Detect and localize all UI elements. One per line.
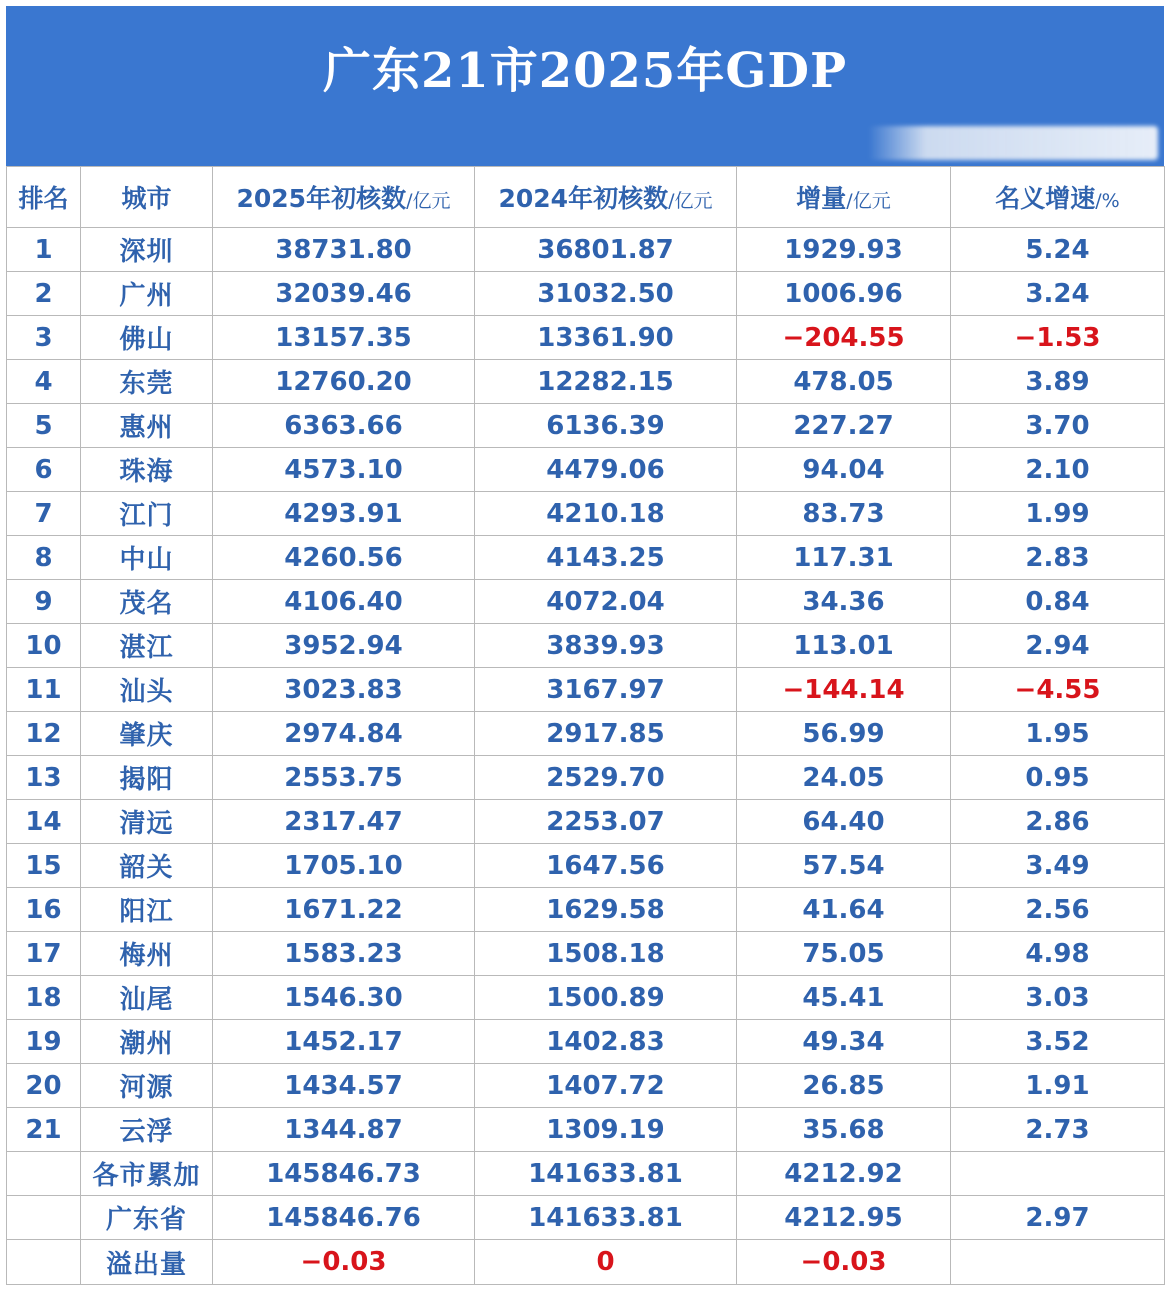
cell-increase: 26.85 xyxy=(737,1064,951,1108)
cell-growth: 2.97 xyxy=(951,1196,1165,1240)
cell-gdp2025: 1546.30 xyxy=(213,976,475,1020)
cell-increase: 117.31 xyxy=(737,536,951,580)
table-row xyxy=(7,492,1165,536)
table-row xyxy=(7,1152,1165,1196)
cell-increase: −0.03 xyxy=(737,1240,951,1285)
cell-city: 梅州 xyxy=(81,932,213,976)
table-row xyxy=(7,800,1165,844)
cell-gdp2025: −0.03 xyxy=(213,1240,475,1285)
table-row xyxy=(7,844,1165,888)
cell-gdp2024: 4072.04 xyxy=(475,580,737,624)
cell-increase: −144.14 xyxy=(737,668,951,712)
cell-rank: 17 xyxy=(7,932,81,976)
cell-rank: 16 xyxy=(7,888,81,932)
header-increase xyxy=(737,167,951,228)
table-row xyxy=(7,360,1165,404)
cell-gdp2024: 4143.25 xyxy=(475,536,737,580)
cell-increase: 478.05 xyxy=(737,360,951,404)
cell-gdp2025: 1452.17 xyxy=(213,1020,475,1064)
cell-gdp2024: 36801.87 xyxy=(475,228,737,272)
header-gdp2025 xyxy=(213,167,475,228)
cell-growth: 2.86 xyxy=(951,800,1165,844)
cell-rank xyxy=(7,1152,81,1196)
cell-rank: 14 xyxy=(7,800,81,844)
cell-increase: 45.41 xyxy=(737,976,951,1020)
cell-city: 汕尾 xyxy=(81,976,213,1020)
cell-growth: 3.52 xyxy=(951,1020,1165,1064)
table-row xyxy=(7,316,1165,360)
cell-growth: 3.70 xyxy=(951,404,1165,448)
header-row xyxy=(7,167,1165,228)
cell-city: 清远 xyxy=(81,800,213,844)
table-row xyxy=(7,888,1165,932)
cell-rank: 21 xyxy=(7,1108,81,1152)
cell-rank: 15 xyxy=(7,844,81,888)
cell-rank: 2 xyxy=(7,272,81,316)
cell-city: 阳江 xyxy=(81,888,213,932)
header-increase-label: 增量 xyxy=(796,184,847,213)
cell-city: 深圳 xyxy=(81,228,213,272)
table-row xyxy=(7,1064,1165,1108)
cell-gdp2025: 4260.56 xyxy=(213,536,475,580)
cell-city: 珠海 xyxy=(81,448,213,492)
cell-city: 惠州 xyxy=(81,404,213,448)
cell-rank xyxy=(7,1240,81,1285)
cell-gdp2025: 1344.87 xyxy=(213,1108,475,1152)
gdp-table xyxy=(6,166,1165,1285)
cell-gdp2025: 12760.20 xyxy=(213,360,475,404)
cell-increase: 83.73 xyxy=(737,492,951,536)
cell-gdp2025: 3023.83 xyxy=(213,668,475,712)
cell-gdp2024: 3839.93 xyxy=(475,624,737,668)
cell-city: 韶关 xyxy=(81,844,213,888)
table-row xyxy=(7,624,1165,668)
header-city xyxy=(81,167,213,228)
cell-city: 汕头 xyxy=(81,668,213,712)
header-city-label: 城市 xyxy=(121,184,172,213)
table-row xyxy=(7,1020,1165,1064)
cell-gdp2024: 12282.15 xyxy=(475,360,737,404)
cell-rank: 12 xyxy=(7,712,81,756)
cell-gdp2024: 2529.70 xyxy=(475,756,737,800)
cell-gdp2025: 1671.22 xyxy=(213,888,475,932)
table-row xyxy=(7,272,1165,316)
cell-increase: 75.05 xyxy=(737,932,951,976)
cell-gdp2025: 145846.73 xyxy=(213,1152,475,1196)
cell-gdp2024: 1508.18 xyxy=(475,932,737,976)
cell-increase: 24.05 xyxy=(737,756,951,800)
table-row xyxy=(7,712,1165,756)
cell-city: 肇庆 xyxy=(81,712,213,756)
header-gdp2024-unit: /亿元 xyxy=(668,190,713,212)
cell-rank: 18 xyxy=(7,976,81,1020)
header-growth-unit: /% xyxy=(1095,190,1120,212)
cell-growth: 0.84 xyxy=(951,580,1165,624)
table-row xyxy=(7,228,1165,272)
gdp-sheet xyxy=(6,6,1164,1284)
cell-gdp2025: 3952.94 xyxy=(213,624,475,668)
table-row xyxy=(7,1108,1165,1152)
cell-city: 茂名 xyxy=(81,580,213,624)
table-body xyxy=(7,228,1165,1285)
title-banner xyxy=(6,6,1164,166)
cell-city: 云浮 xyxy=(81,1108,213,1152)
table-row xyxy=(7,1240,1165,1285)
table-row xyxy=(7,668,1165,712)
cell-city: 江门 xyxy=(81,492,213,536)
cell-growth xyxy=(951,1152,1165,1196)
cell-gdp2025: 4293.91 xyxy=(213,492,475,536)
cell-rank: 9 xyxy=(7,580,81,624)
cell-rank: 13 xyxy=(7,756,81,800)
cell-gdp2025: 13157.35 xyxy=(213,316,475,360)
cell-growth: 2.10 xyxy=(951,448,1165,492)
cell-city: 潮州 xyxy=(81,1020,213,1064)
cell-gdp2024: 1500.89 xyxy=(475,976,737,1020)
page-title: 广东21市2025年GDP xyxy=(322,43,848,99)
cell-gdp2025: 2974.84 xyxy=(213,712,475,756)
cell-gdp2024: 0 xyxy=(475,1240,737,1285)
cell-gdp2025: 38731.80 xyxy=(213,228,475,272)
table-row xyxy=(7,1196,1165,1240)
table-row xyxy=(7,976,1165,1020)
cell-growth: 1.95 xyxy=(951,712,1165,756)
cell-growth: −1.53 xyxy=(951,316,1165,360)
header-rank-label: 排名 xyxy=(18,184,69,213)
header-growth xyxy=(951,167,1165,228)
cell-growth: 2.94 xyxy=(951,624,1165,668)
cell-city: 溢出量 xyxy=(81,1240,213,1285)
cell-gdp2024: 1309.19 xyxy=(475,1108,737,1152)
cell-rank: 6 xyxy=(7,448,81,492)
cell-gdp2025: 2553.75 xyxy=(213,756,475,800)
header-gdp2024 xyxy=(475,167,737,228)
blurred-watermark xyxy=(868,126,1158,160)
cell-city: 揭阳 xyxy=(81,756,213,800)
table-row xyxy=(7,756,1165,800)
cell-increase: 113.01 xyxy=(737,624,951,668)
cell-gdp2024: 2917.85 xyxy=(475,712,737,756)
cell-city: 各市累加 xyxy=(81,1152,213,1196)
cell-increase: 1929.93 xyxy=(737,228,951,272)
cell-gdp2025: 6363.66 xyxy=(213,404,475,448)
cell-rank: 1 xyxy=(7,228,81,272)
cell-gdp2025: 4573.10 xyxy=(213,448,475,492)
cell-city: 河源 xyxy=(81,1064,213,1108)
cell-gdp2024: 3167.97 xyxy=(475,668,737,712)
header-gdp2025-unit: /亿元 xyxy=(406,190,451,212)
cell-gdp2024: 4479.06 xyxy=(475,448,737,492)
cell-increase: 227.27 xyxy=(737,404,951,448)
cell-rank: 8 xyxy=(7,536,81,580)
cell-city: 东莞 xyxy=(81,360,213,404)
header-gdp2024-label: 2024年初核数 xyxy=(498,184,669,213)
cell-gdp2024: 13361.90 xyxy=(475,316,737,360)
cell-gdp2025: 145846.76 xyxy=(213,1196,475,1240)
cell-gdp2024: 1629.58 xyxy=(475,888,737,932)
cell-city: 湛江 xyxy=(81,624,213,668)
cell-increase: 41.64 xyxy=(737,888,951,932)
cell-gdp2024: 1407.72 xyxy=(475,1064,737,1108)
cell-rank: 7 xyxy=(7,492,81,536)
cell-gdp2025: 1434.57 xyxy=(213,1064,475,1108)
header-rank xyxy=(7,167,81,228)
cell-increase: 57.54 xyxy=(737,844,951,888)
cell-gdp2024: 4210.18 xyxy=(475,492,737,536)
cell-growth: 5.24 xyxy=(951,228,1165,272)
cell-growth: 1.91 xyxy=(951,1064,1165,1108)
cell-growth: 2.83 xyxy=(951,536,1165,580)
cell-increase: −204.55 xyxy=(737,316,951,360)
cell-gdp2024: 31032.50 xyxy=(475,272,737,316)
cell-gdp2025: 1583.23 xyxy=(213,932,475,976)
cell-growth: 4.98 xyxy=(951,932,1165,976)
cell-gdp2025: 2317.47 xyxy=(213,800,475,844)
cell-rank xyxy=(7,1196,81,1240)
cell-increase: 49.34 xyxy=(737,1020,951,1064)
cell-increase: 1006.96 xyxy=(737,272,951,316)
cell-growth: 3.89 xyxy=(951,360,1165,404)
cell-rank: 19 xyxy=(7,1020,81,1064)
cell-increase: 64.40 xyxy=(737,800,951,844)
cell-increase: 56.99 xyxy=(737,712,951,756)
cell-city: 广州 xyxy=(81,272,213,316)
table-row xyxy=(7,404,1165,448)
cell-growth: 0.95 xyxy=(951,756,1165,800)
cell-city: 中山 xyxy=(81,536,213,580)
cell-gdp2024: 1647.56 xyxy=(475,844,737,888)
cell-growth: −4.55 xyxy=(951,668,1165,712)
cell-growth: 2.73 xyxy=(951,1108,1165,1152)
cell-growth: 3.03 xyxy=(951,976,1165,1020)
cell-growth: 3.49 xyxy=(951,844,1165,888)
cell-increase: 4212.92 xyxy=(737,1152,951,1196)
table-row xyxy=(7,580,1165,624)
header-growth-label: 名义增速 xyxy=(995,184,1096,213)
cell-increase: 94.04 xyxy=(737,448,951,492)
table-row xyxy=(7,932,1165,976)
cell-increase: 35.68 xyxy=(737,1108,951,1152)
cell-increase: 4212.95 xyxy=(737,1196,951,1240)
cell-growth: 3.24 xyxy=(951,272,1165,316)
cell-gdp2024: 141633.81 xyxy=(475,1196,737,1240)
header-increase-unit: /亿元 xyxy=(846,190,891,212)
cell-gdp2024: 141633.81 xyxy=(475,1152,737,1196)
cell-rank: 4 xyxy=(7,360,81,404)
cell-rank: 3 xyxy=(7,316,81,360)
cell-growth: 2.56 xyxy=(951,888,1165,932)
table-row xyxy=(7,448,1165,492)
cell-rank: 20 xyxy=(7,1064,81,1108)
cell-city: 广东省 xyxy=(81,1196,213,1240)
cell-gdp2024: 2253.07 xyxy=(475,800,737,844)
cell-gdp2024: 6136.39 xyxy=(475,404,737,448)
cell-gdp2025: 1705.10 xyxy=(213,844,475,888)
cell-growth: 1.99 xyxy=(951,492,1165,536)
cell-gdp2025: 32039.46 xyxy=(213,272,475,316)
cell-growth xyxy=(951,1240,1165,1285)
cell-rank: 11 xyxy=(7,668,81,712)
cell-rank: 10 xyxy=(7,624,81,668)
cell-rank: 5 xyxy=(7,404,81,448)
header-gdp2025-label: 2025年初核数 xyxy=(236,184,407,213)
cell-gdp2024: 1402.83 xyxy=(475,1020,737,1064)
table-row xyxy=(7,536,1165,580)
cell-increase: 34.36 xyxy=(737,580,951,624)
cell-city: 佛山 xyxy=(81,316,213,360)
cell-gdp2025: 4106.40 xyxy=(213,580,475,624)
